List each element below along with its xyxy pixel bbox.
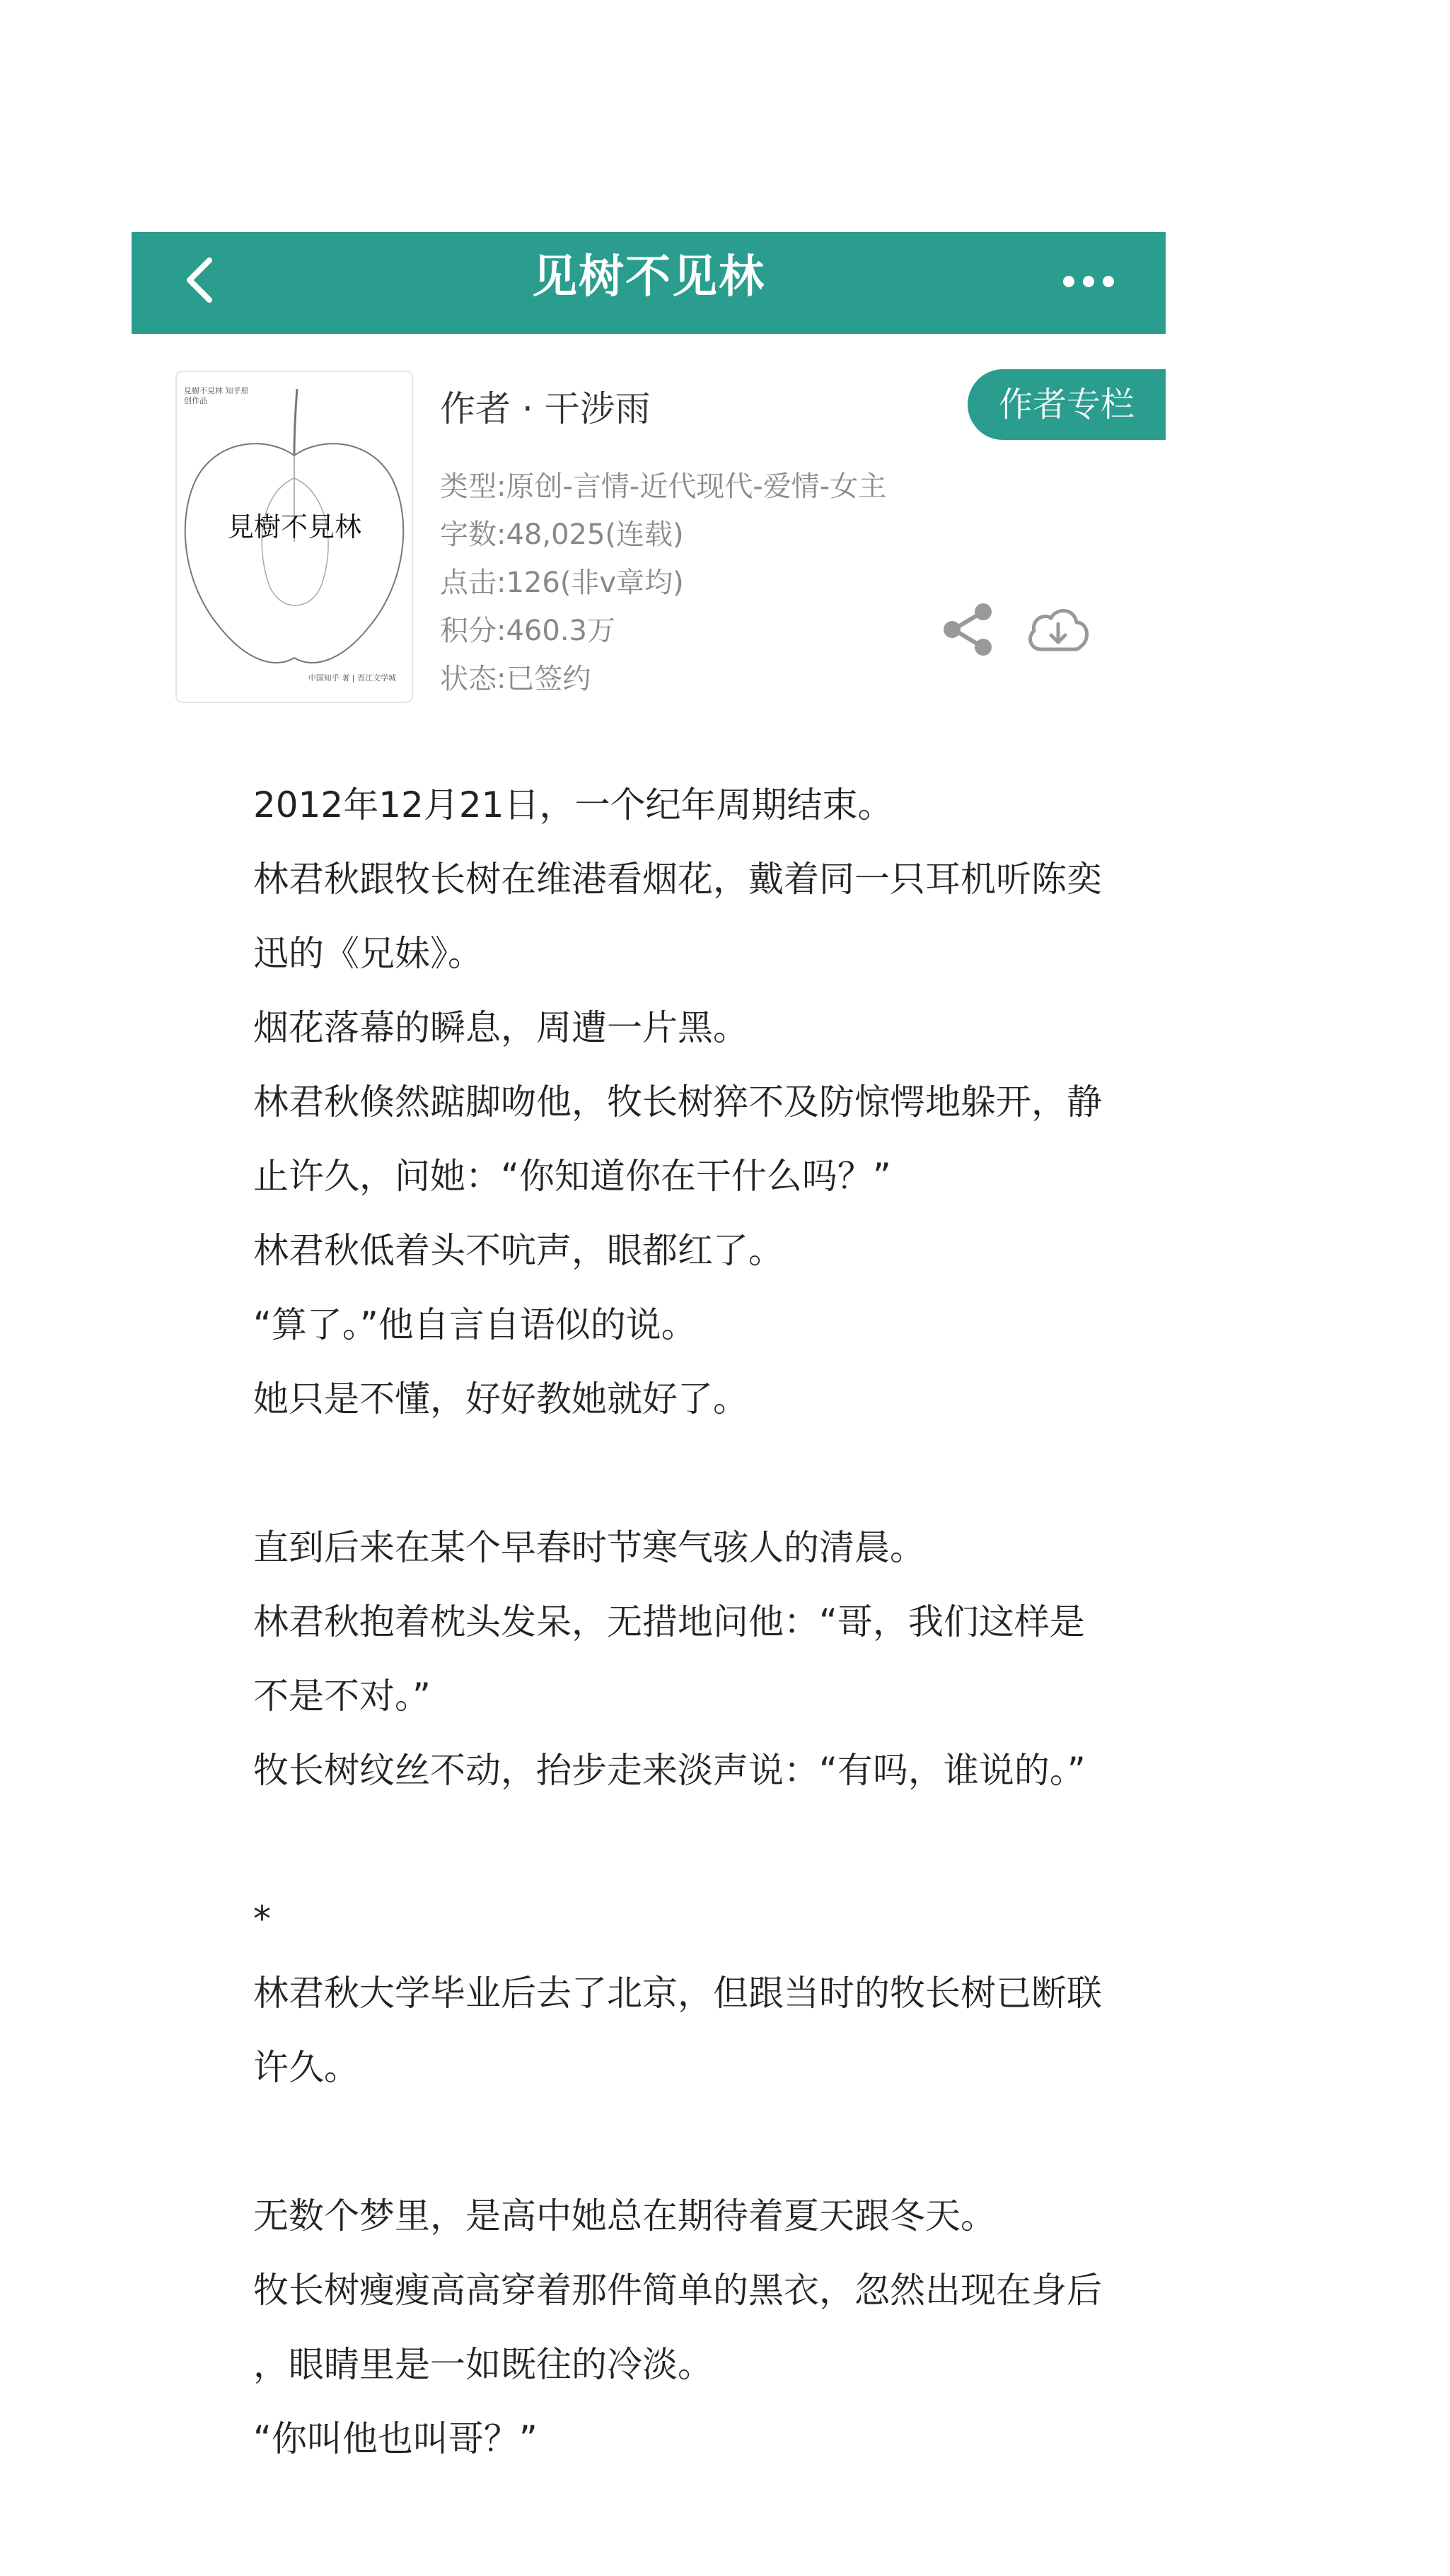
text-line: 烟花落幕的瞬息，周遭一片黑。 [253, 1007, 748, 1048]
cover-title: 見樹不見林 [226, 511, 361, 543]
cover-subtitle: 見樹不見林 知乎原创作品 [184, 386, 249, 405]
meta-words: 字数:48,025(连载) [440, 518, 684, 551]
top-bar [132, 232, 1166, 334]
blank-line [253, 2105, 1201, 2179]
text-line: * [253, 1898, 271, 1939]
text-line: 止许久，问她：“你知道你在干什么吗？” [253, 1156, 891, 1197]
text-line: 林君秋抱着枕头发呆，无措地问他：“哥，我们这样是 [253, 1601, 1085, 1642]
text-line: 林君秋低着头不吭声，眼都红了。 [253, 1230, 784, 1271]
text-line: 牧长树瘦瘦高高穿着那件简单的黑衣，忽然出现在身后 [253, 2270, 1102, 2311]
meta-clicks: 点击:126(非v章均) [440, 567, 684, 599]
book-meta [440, 463, 886, 703]
author-column-button[interactable]: 作者专栏 [968, 369, 1166, 440]
text-line: 不是不对。” [253, 1676, 431, 1717]
share-icon [941, 601, 994, 658]
text-line: ，眼睛里是一如既往的冷淡。 [253, 2344, 713, 2385]
text-line: 无数个梦里，是高中她总在期待着夏天跟冬天。 [253, 2195, 996, 2236]
meta-type: 类型:原创-言情-近代现代-爱情-女主 [440, 470, 887, 503]
blank-line [253, 1437, 1201, 1511]
chapter-intro-text [253, 768, 1201, 2476]
text-line: 牧长树纹丝不动，抬步走来淡声说：“有吗，谁说的。” [253, 1750, 1086, 1791]
download-button[interactable] [1024, 600, 1092, 659]
text-line: 林君秋倏然踮脚吻他，牧长树猝不及防惊愕地躲开，静 [253, 1081, 1102, 1122]
more-dots-icon [1057, 260, 1120, 303]
cloud-download-icon [1024, 600, 1092, 659]
text-line: “你叫他也叫哥？” [253, 2418, 538, 2459]
text-line: 迅的《兄妹》。 [253, 933, 483, 974]
author-name[interactable]: 作者 · 干涉雨 [440, 388, 651, 429]
text-line: 她只是不懂，好好教她就好了。 [253, 1379, 748, 1420]
blank-line [253, 1808, 1201, 1882]
page-title: 见树不见林 [532, 251, 765, 303]
text-line: 直到后来在某个早春时节寒气骇人的清晨。 [253, 1527, 925, 1568]
cover-publisher: 中国知乎 著 | 晋江文学城 [308, 673, 396, 683]
text-line: 许久。 [253, 2047, 359, 2088]
more-button[interactable] [1057, 260, 1120, 303]
meta-status: 状态:已签约 [440, 663, 591, 695]
text-line: “算了。”他自言自语似的说。 [253, 1304, 697, 1345]
text-line: 林君秋跟牧长树在维港看烟花，戴着同一只耳机听陈奕 [253, 859, 1102, 900]
meta-score: 积分:460.3万 [440, 615, 615, 647]
book-cover[interactable] [175, 371, 413, 703]
text-line: 林君秋大学毕业后去了北京，但跟当时的牧长树已断联 [253, 1973, 1102, 2014]
text-line: 2012年12月21日，一个纪年周期结束。 [253, 784, 893, 825]
share-button[interactable] [941, 601, 994, 658]
